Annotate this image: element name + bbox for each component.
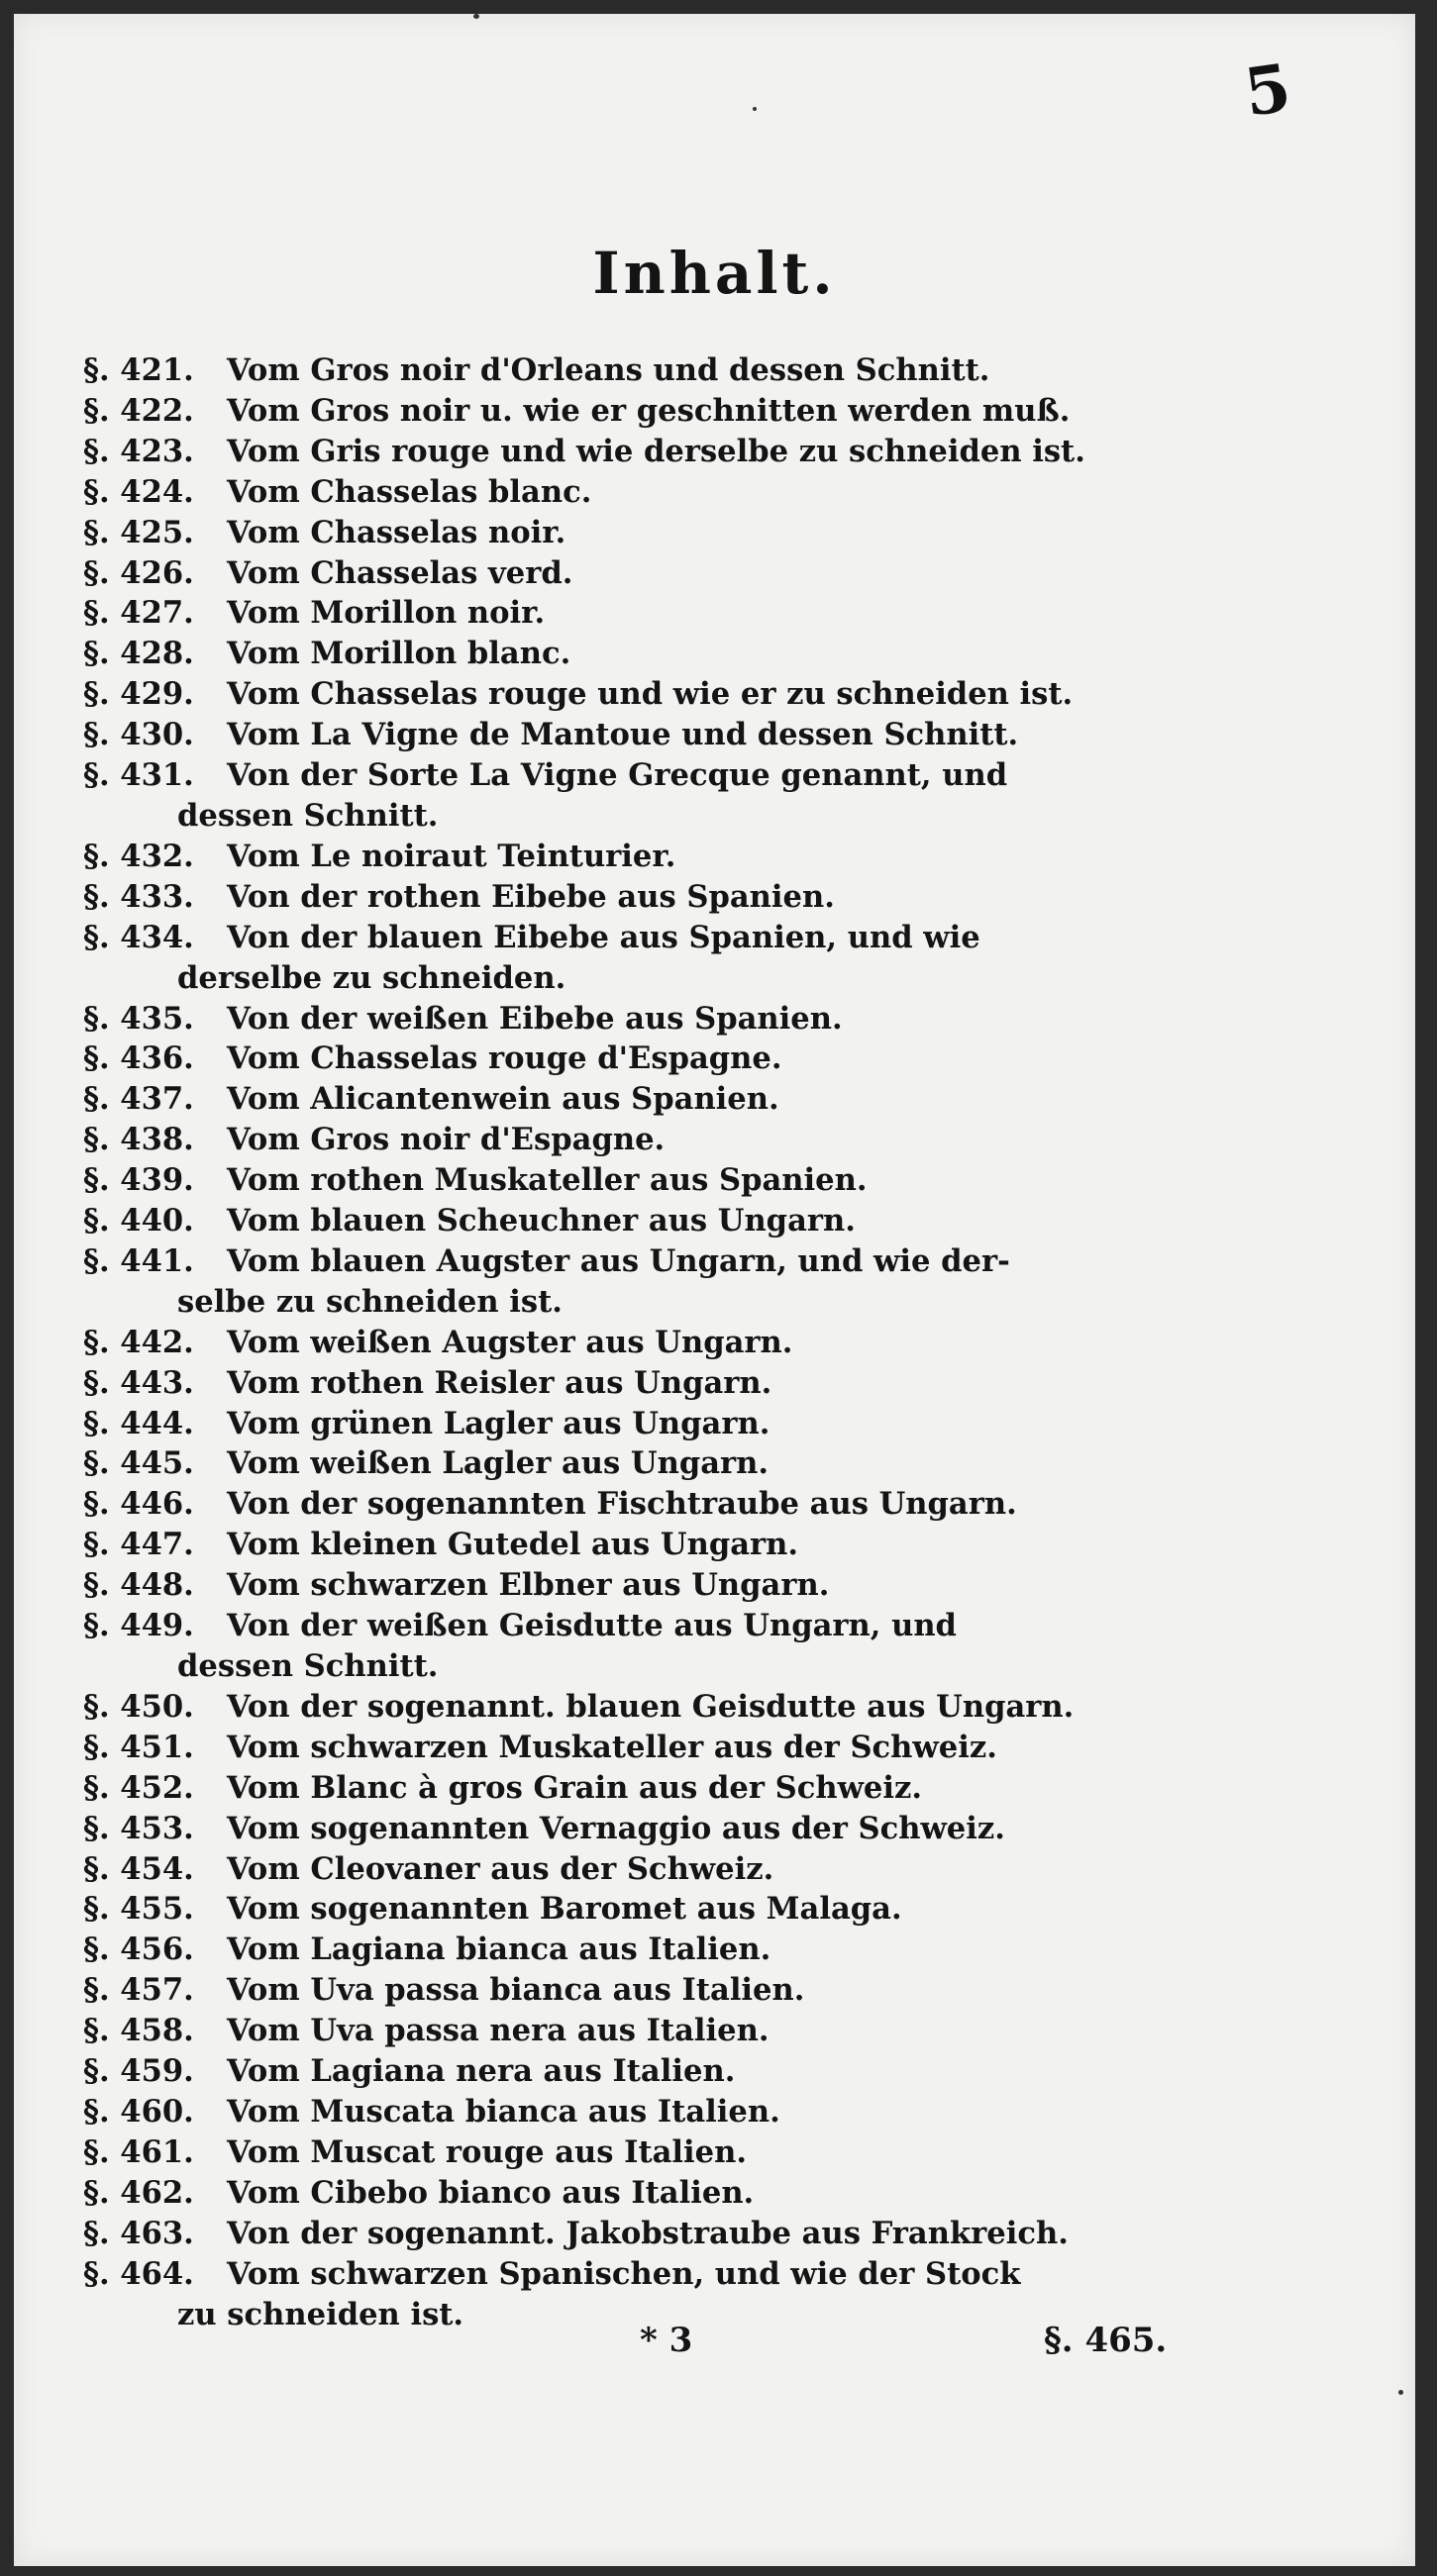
section-title: Vom Morillon blanc. xyxy=(227,636,571,672)
toc-entry xyxy=(83,1525,1103,1565)
section-title: Von der sogenannten Fischtraube aus Ungarn. xyxy=(227,1486,1017,1523)
section-number: §. 425. xyxy=(83,514,194,550)
section-title: Von der sogenannt. Jakobstraube aus Frankreich. xyxy=(227,2215,1069,2251)
section-number: §. 455. xyxy=(83,1891,194,1928)
section-title: Vom Muscata bianca aus Italien. xyxy=(227,2093,780,2130)
section-number: §. 451. xyxy=(83,1729,194,1765)
toc-entry-line xyxy=(83,674,1103,715)
ink-speck xyxy=(1398,2390,1403,2395)
toc-entry-line xyxy=(83,553,1103,594)
toc-entry-line xyxy=(83,918,1103,958)
section-number: §. 456. xyxy=(83,1932,194,1968)
section-number: §. 454. xyxy=(83,1850,194,1887)
section-title: Vom weißen Augster aus Ungarn. xyxy=(227,1324,793,1360)
section-number: §. 442. xyxy=(83,1324,194,1360)
section-number: §. 438. xyxy=(83,1122,194,1158)
section-title: Vom Chasselas rouge d'Espagne. xyxy=(227,1040,782,1077)
section-title: Vom Gros noir d'Orleans und dessen Schnitt. xyxy=(227,352,990,388)
section-number: §. 432. xyxy=(83,838,194,874)
toc-entry xyxy=(83,1323,1103,1363)
section-number: §. 437. xyxy=(83,1081,194,1118)
toc-entry xyxy=(83,350,1103,391)
section-number: §. 430. xyxy=(83,717,194,753)
toc-entry xyxy=(83,1930,1103,1970)
section-title: Vom sogenannten Baromet aus Malaga. xyxy=(227,1891,902,1928)
toc-entry-line xyxy=(83,1889,1103,1930)
toc-entry-line xyxy=(83,1241,1103,1282)
toc-entry-line xyxy=(83,1565,1103,1606)
toc-entry xyxy=(83,1201,1103,1241)
section-number: §. 435. xyxy=(83,1000,194,1037)
toc-entry-line xyxy=(83,634,1103,674)
toc-entry-line xyxy=(83,2254,1103,2295)
section-number: §. 440. xyxy=(83,1203,194,1239)
toc-entry xyxy=(83,2214,1103,2254)
section-number: §. 439. xyxy=(83,1162,194,1199)
section-title: Vom schwarzen Spanischen, und wie der Stock xyxy=(227,2255,1021,2292)
section-number: §. 450. xyxy=(83,1688,194,1725)
section-number: §. 447. xyxy=(83,1527,194,1563)
section-number: §. 428. xyxy=(83,636,194,672)
section-number: §. 427. xyxy=(83,595,194,632)
toc-entry-line xyxy=(83,1079,1103,1120)
toc-entry-line xyxy=(83,2051,1103,2092)
section-number: §. 421. xyxy=(83,352,194,388)
section-number: §. 463. xyxy=(83,2215,194,2251)
section-title: Vom blauen Scheuchner aus Ungarn. xyxy=(227,1203,856,1239)
toc-entry xyxy=(83,1565,1103,1606)
section-title: Vom Lagiana bianca aus Italien. xyxy=(227,1932,771,1968)
toc-entry-line xyxy=(83,1809,1103,1849)
toc-entry-line xyxy=(83,1849,1103,1890)
section-number: §. 459. xyxy=(83,2053,194,2090)
toc-entry xyxy=(83,1809,1103,1849)
section-number: §. 449. xyxy=(83,1608,194,1644)
section-title: Vom Gros noir u. wie er geschnitten werden muß. xyxy=(227,392,1071,429)
toc-entry-line xyxy=(83,1768,1103,1809)
section-title-continuation: derselbe zu schneiden. xyxy=(177,959,566,996)
signature-mark: * 3 xyxy=(640,2321,693,2360)
section-title: Von der Sorte La Vigne Grecque genannt, und xyxy=(227,757,1008,794)
toc-entry xyxy=(83,837,1103,877)
section-title: Von der rothen Eibebe aus Spanien. xyxy=(227,878,835,915)
toc-entry xyxy=(83,634,1103,674)
toc-entry xyxy=(83,432,1103,472)
section-number: §. 426. xyxy=(83,554,194,591)
toc-entry-line xyxy=(83,1201,1103,1241)
toc-entry xyxy=(83,391,1103,432)
toc-entry xyxy=(83,2254,1103,2335)
section-title: Vom Gris rouge und wie derselbe zu schneiden ist. xyxy=(227,433,1085,469)
toc-entry xyxy=(83,715,1103,755)
section-number: §. 443. xyxy=(83,1364,194,1401)
page-title: Inhalt. xyxy=(592,240,837,307)
toc-entry-line xyxy=(83,1160,1103,1201)
section-number: §. 423. xyxy=(83,433,194,469)
toc-entry-line xyxy=(83,1484,1103,1525)
toc-entry-line xyxy=(83,1323,1103,1363)
toc-entry-line xyxy=(83,391,1103,432)
toc-entry xyxy=(83,1970,1103,2011)
toc-entry xyxy=(83,2132,1103,2173)
section-number: §. 461. xyxy=(83,2133,194,2170)
toc-entry xyxy=(83,2051,1103,2092)
toc-entry-line xyxy=(83,877,1103,918)
section-title: Von der blauen Eibebe aus Spanien, und wie xyxy=(227,919,980,955)
section-number: §. 446. xyxy=(83,1486,194,1523)
section-title-continuation: zu schneiden ist. xyxy=(177,2296,464,2332)
section-title: Vom Gros noir d'Espagne. xyxy=(227,1122,666,1158)
toc-entry xyxy=(83,1363,1103,1404)
section-number: §. 431. xyxy=(83,757,194,794)
ink-speck xyxy=(473,14,479,19)
section-title: Vom Chasselas noir. xyxy=(227,514,566,550)
section-title: Vom Lagiana nera aus Italien. xyxy=(227,2053,736,2090)
catchword: §. 465. xyxy=(1044,2321,1168,2360)
section-title: Vom sogenannten Vernaggio aus der Schweiz. xyxy=(227,1810,1005,1846)
section-title: Von der weißen Eibebe aus Spanien. xyxy=(227,1000,843,1037)
toc-entry xyxy=(83,1768,1103,1809)
toc-entry-line xyxy=(83,513,1103,553)
section-title: Vom Uva passa nera aus Italien. xyxy=(227,2013,770,2049)
section-title: Vom Cleovaner aus der Schweiz. xyxy=(227,1850,774,1887)
toc-entry xyxy=(83,1120,1103,1160)
toc-entry-line xyxy=(83,432,1103,472)
toc-entry xyxy=(83,1241,1103,1323)
section-number: §. 434. xyxy=(83,919,194,955)
toc-entry-line xyxy=(83,1606,1103,1646)
section-title: Von der sogenannt. blauen Geisdutte aus Ungarn. xyxy=(227,1688,1075,1725)
section-number: §. 462. xyxy=(83,2174,194,2211)
section-number: §. 441. xyxy=(83,1242,194,1279)
section-number: §. 464. xyxy=(83,2255,194,2292)
toc-entry-line xyxy=(83,1970,1103,2011)
section-title: Vom Le noiraut Teinturier. xyxy=(227,838,676,874)
toc-entry xyxy=(83,877,1103,918)
section-number: §. 444. xyxy=(83,1405,194,1441)
section-title: Vom Alicantenwein aus Spanien. xyxy=(227,1081,779,1118)
section-number: §. 460. xyxy=(83,2093,194,2130)
section-number: §. 433. xyxy=(83,878,194,915)
toc-entry-line xyxy=(83,472,1103,513)
section-number: §. 429. xyxy=(83,676,194,713)
toc-entry-line xyxy=(83,1728,1103,1768)
section-title: Vom schwarzen Muskateller aus der Schweiz. xyxy=(227,1729,997,1765)
toc-entry xyxy=(83,1039,1103,1079)
toc-entry xyxy=(83,918,1103,999)
section-title: Vom grünen Lagler aus Ungarn. xyxy=(227,1405,770,1441)
toc-entry-line xyxy=(83,2173,1103,2214)
page-number: 5 xyxy=(1239,49,1296,132)
toc-entry-line xyxy=(83,1687,1103,1728)
section-title: Vom Morillon noir. xyxy=(227,595,546,632)
toc-entry xyxy=(83,2173,1103,2214)
toc-entry-line xyxy=(83,1404,1103,1444)
section-number: §. 424. xyxy=(83,473,194,510)
section-number: §. 422. xyxy=(83,392,194,429)
toc-entry-line xyxy=(83,2011,1103,2051)
toc-entry xyxy=(83,1889,1103,1930)
toc-entry xyxy=(83,472,1103,513)
section-title: Vom blauen Augster aus Ungarn, und wie der- xyxy=(227,1242,1010,1279)
section-title: Vom Muscat rouge aus Italien. xyxy=(227,2133,748,2170)
toc-entry xyxy=(83,755,1103,837)
section-title: Von der weißen Geisdutte aus Ungarn, und xyxy=(227,1608,957,1644)
toc-entry xyxy=(83,2092,1103,2132)
toc-entry xyxy=(83,1079,1103,1120)
toc-entry xyxy=(83,1606,1103,1687)
toc-entry xyxy=(83,1160,1103,1201)
toc-entry-line xyxy=(83,1039,1103,1079)
book-page xyxy=(14,14,1415,2566)
toc-entry xyxy=(83,1687,1103,1728)
toc-entry-line xyxy=(83,2092,1103,2132)
toc-entry xyxy=(83,553,1103,594)
section-title: Vom Blanc à gros Grain aus der Schweiz. xyxy=(227,1769,923,1806)
section-number: §. 448. xyxy=(83,1567,194,1604)
table-of-contents xyxy=(83,350,1103,2334)
toc-entry xyxy=(83,593,1103,634)
toc-entry-line xyxy=(83,593,1103,634)
section-title: Vom Chasselas verd. xyxy=(227,554,573,591)
toc-entry xyxy=(83,1484,1103,1525)
toc-entry-line xyxy=(83,1120,1103,1160)
toc-entry xyxy=(83,1443,1103,1484)
toc-entry-line xyxy=(83,1443,1103,1484)
section-title-continuation: dessen Schnitt. xyxy=(177,1648,439,1684)
toc-entry xyxy=(83,999,1103,1040)
section-title-continuation: dessen Schnitt. xyxy=(177,797,439,834)
section-title: Vom Chasselas rouge und wie er zu schneiden ist. xyxy=(227,676,1074,713)
section-title: Vom La Vigne de Mantoue und dessen Schnitt. xyxy=(227,717,1019,753)
toc-entry-line xyxy=(83,1525,1103,1565)
toc-entry-line xyxy=(83,350,1103,391)
section-number: §. 452. xyxy=(83,1769,194,1806)
toc-entry xyxy=(83,1404,1103,1444)
toc-entry xyxy=(83,674,1103,715)
toc-entry-line xyxy=(83,837,1103,877)
toc-entry-line xyxy=(83,2132,1103,2173)
section-number: §. 458. xyxy=(83,2013,194,2049)
section-number: §. 457. xyxy=(83,1972,194,2009)
section-title: Vom Cibebo bianco aus Italien. xyxy=(227,2174,755,2211)
section-title: Vom schwarzen Elbner aus Ungarn. xyxy=(227,1567,830,1604)
toc-entry-line xyxy=(83,1363,1103,1404)
toc-entry xyxy=(83,1728,1103,1768)
section-title: Vom Uva passa bianca aus Italien. xyxy=(227,1972,805,2009)
toc-entry-line xyxy=(83,715,1103,755)
section-title-continuation: selbe zu schneiden ist. xyxy=(177,1283,563,1320)
toc-entry xyxy=(83,513,1103,553)
toc-entry-line xyxy=(83,2214,1103,2254)
toc-entry-line xyxy=(83,1930,1103,1970)
section-number: §. 436. xyxy=(83,1040,194,1077)
toc-entry xyxy=(83,1849,1103,1890)
toc-entry xyxy=(83,2011,1103,2051)
section-number: §. 453. xyxy=(83,1810,194,1846)
section-number: §. 445. xyxy=(83,1445,194,1482)
toc-entry-line xyxy=(83,999,1103,1040)
toc-entry-line xyxy=(83,755,1103,796)
ink-speck xyxy=(753,107,757,111)
section-title: Vom kleinen Gutedel aus Ungarn. xyxy=(227,1527,799,1563)
section-title: Vom Chasselas blanc. xyxy=(227,473,592,510)
section-title: Vom rothen Reisler aus Ungarn. xyxy=(227,1364,772,1401)
section-title: Vom weißen Lagler aus Ungarn. xyxy=(227,1445,770,1482)
section-title: Vom rothen Muskateller aus Spanien. xyxy=(227,1162,868,1199)
